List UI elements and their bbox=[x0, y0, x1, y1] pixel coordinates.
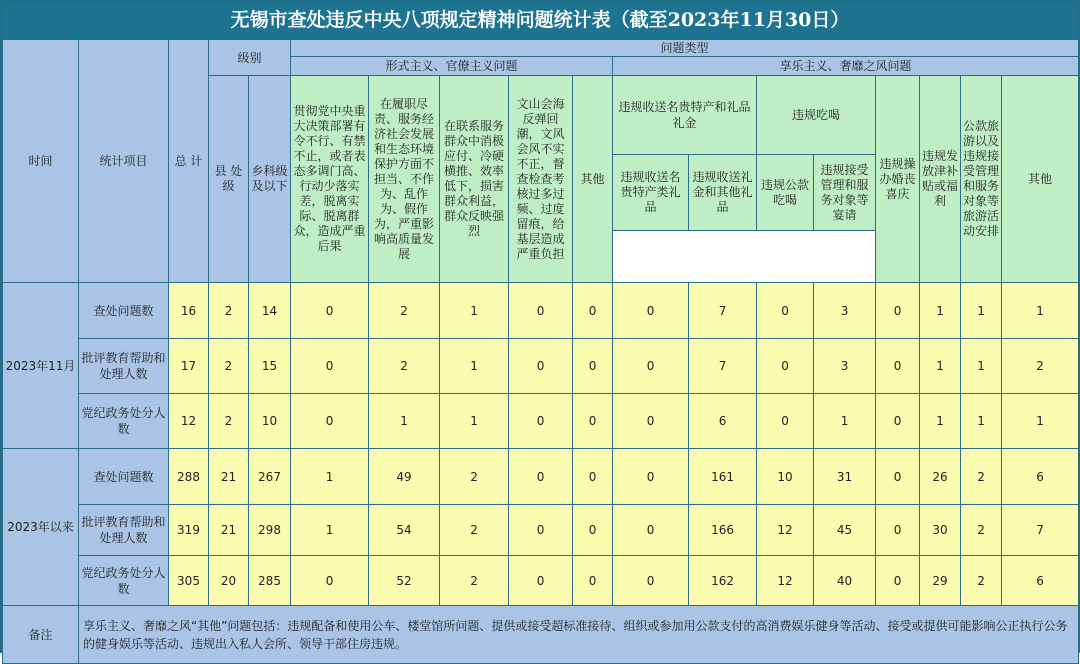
row-label: 查处问题数 bbox=[79, 283, 169, 339]
value-cell: 2 bbox=[1002, 339, 1079, 394]
value-cell: 0 bbox=[573, 394, 613, 449]
table-row bbox=[3, 339, 1079, 394]
header-eating-banquet: 违规接受管理和服务对象等宴请 bbox=[814, 155, 876, 231]
value-cell: 0 bbox=[613, 556, 689, 606]
value-cell: 2 bbox=[961, 449, 1002, 505]
value-cell: 45 bbox=[814, 505, 876, 556]
value-cell: 2 bbox=[369, 283, 440, 339]
value-cell: 12 bbox=[757, 556, 814, 606]
value-cell: 6 bbox=[1002, 556, 1079, 606]
value-cell: 267 bbox=[249, 449, 291, 505]
value-cell: 2 bbox=[209, 339, 249, 394]
value-cell: 0 bbox=[509, 505, 573, 556]
value-cell: 1 bbox=[920, 394, 961, 449]
value-cell: 0 bbox=[509, 449, 573, 505]
value-cell: 319 bbox=[169, 505, 209, 556]
value-cell: 49 bbox=[369, 449, 440, 505]
value-cell: 0 bbox=[509, 283, 573, 339]
header-formalism-1: 贯彻党中央重大决策部署有令不行、有禁不止，或者表态多调门高、行动少落实差，脱离实际、脱离群众，造成严重后果 bbox=[291, 76, 369, 283]
table-title: 无锡市查处违反中央八项规定精神问题统计表（截至2023年11月30日） bbox=[2, 2, 1078, 39]
value-cell: 0 bbox=[613, 283, 689, 339]
value-cell: 29 bbox=[920, 556, 961, 606]
row-label: 党纪政务处分人数 bbox=[79, 556, 169, 606]
header-eating-public: 违规公款吃喝 bbox=[757, 155, 814, 231]
header-hedonism-other: 其他 bbox=[1002, 76, 1079, 283]
value-cell: 2 bbox=[369, 339, 440, 394]
value-cell: 0 bbox=[509, 394, 573, 449]
value-cell: 0 bbox=[573, 505, 613, 556]
value-cell: 10 bbox=[757, 449, 814, 505]
value-cell: 0 bbox=[757, 283, 814, 339]
header-gift-cash: 违规收送礼金和其他礼品 bbox=[689, 155, 757, 231]
value-cell: 54 bbox=[369, 505, 440, 556]
header-formalism: 形式主义、官僚主义问题 bbox=[291, 57, 613, 76]
value-cell: 14 bbox=[249, 283, 291, 339]
value-cell: 2 bbox=[961, 556, 1002, 606]
remark-label: 备注 bbox=[3, 606, 79, 664]
header-formalism-other: 其他 bbox=[573, 76, 613, 283]
header-formalism-3: 在联系服务群众中消极应付、冷硬横推、效率低下，损害群众利益，群众反映强烈 bbox=[440, 76, 509, 283]
value-cell: 0 bbox=[291, 394, 369, 449]
value-cell: 6 bbox=[689, 394, 757, 449]
header-total: 总 计 bbox=[169, 40, 209, 283]
value-cell: 0 bbox=[573, 556, 613, 606]
value-cell: 1 bbox=[291, 449, 369, 505]
value-cell: 0 bbox=[613, 449, 689, 505]
value-cell: 21 bbox=[209, 505, 249, 556]
value-cell: 0 bbox=[291, 339, 369, 394]
value-cell: 30 bbox=[920, 505, 961, 556]
value-cell: 1 bbox=[961, 394, 1002, 449]
value-cell: 166 bbox=[689, 505, 757, 556]
value-cell: 162 bbox=[689, 556, 757, 606]
value-cell: 12 bbox=[169, 394, 209, 449]
period-cell: 2023年以来 bbox=[3, 449, 79, 606]
header-formalism-4: 文山会海反弹回潮，文风会风不实不正，督查检查考核过多过频、过度留痕，给基层造成严重负担 bbox=[509, 76, 573, 283]
value-cell: 0 bbox=[291, 283, 369, 339]
value-cell: 0 bbox=[573, 449, 613, 505]
value-cell: 0 bbox=[509, 339, 573, 394]
value-cell: 1 bbox=[291, 505, 369, 556]
header-formalism-2: 在履职尽责、服务经济社会发展和生态环境保护方面不担当、不作为、乱作为、假作为，严重影响高质量发展 bbox=[369, 76, 440, 283]
value-cell: 16 bbox=[169, 283, 209, 339]
value-cell: 1 bbox=[440, 394, 509, 449]
value-cell: 161 bbox=[689, 449, 757, 505]
value-cell: 0 bbox=[876, 505, 920, 556]
value-cell: 1 bbox=[369, 394, 440, 449]
table-row bbox=[3, 394, 1079, 449]
value-cell: 1 bbox=[961, 283, 1002, 339]
value-cell: 0 bbox=[613, 505, 689, 556]
value-cell: 0 bbox=[757, 339, 814, 394]
value-cell: 2 bbox=[961, 505, 1002, 556]
value-cell: 2 bbox=[209, 394, 249, 449]
value-cell: 0 bbox=[876, 394, 920, 449]
value-cell: 1 bbox=[1002, 394, 1079, 449]
value-cell: 2 bbox=[440, 505, 509, 556]
value-cell: 31 bbox=[814, 449, 876, 505]
value-cell: 285 bbox=[249, 556, 291, 606]
value-cell: 0 bbox=[876, 283, 920, 339]
header-item: 统计项目 bbox=[79, 40, 169, 283]
value-cell: 10 bbox=[249, 394, 291, 449]
value-cell: 1 bbox=[440, 339, 509, 394]
period-cell: 2023年11月 bbox=[3, 283, 79, 449]
value-cell: 17 bbox=[169, 339, 209, 394]
table-row bbox=[3, 505, 1079, 556]
value-cell: 0 bbox=[876, 556, 920, 606]
value-cell: 0 bbox=[291, 556, 369, 606]
header-time: 时间 bbox=[3, 40, 79, 283]
header-travel: 公款旅游以及违规接受管理和服务对象等旅游活动安排 bbox=[961, 76, 1002, 283]
value-cell: 0 bbox=[757, 394, 814, 449]
value-cell: 1 bbox=[440, 283, 509, 339]
header-hedonism: 享乐主义、奢靡之风问题 bbox=[613, 57, 1079, 76]
value-cell: 298 bbox=[249, 505, 291, 556]
value-cell: 0 bbox=[573, 339, 613, 394]
statistics-table bbox=[2, 39, 1079, 664]
value-cell: 1 bbox=[814, 394, 876, 449]
row-label: 批评教育帮助和处理人数 bbox=[79, 339, 169, 394]
value-cell: 0 bbox=[613, 339, 689, 394]
value-cell: 12 bbox=[757, 505, 814, 556]
value-cell: 7 bbox=[689, 339, 757, 394]
row-label: 查处问题数 bbox=[79, 449, 169, 505]
value-cell: 0 bbox=[876, 339, 920, 394]
value-cell: 6 bbox=[1002, 449, 1079, 505]
value-cell: 7 bbox=[689, 283, 757, 339]
value-cell: 3 bbox=[814, 283, 876, 339]
value-cell: 0 bbox=[573, 283, 613, 339]
header-problem-type: 问题类型 bbox=[291, 40, 1079, 57]
value-cell: 305 bbox=[169, 556, 209, 606]
header-allowance: 违规发放津补贴或福利 bbox=[920, 76, 961, 283]
value-cell: 0 bbox=[613, 394, 689, 449]
row-label: 党纪政务处分人数 bbox=[79, 394, 169, 449]
value-cell: 0 bbox=[509, 556, 573, 606]
header-gift: 违规收送名贵特产和礼品礼金 bbox=[613, 76, 757, 155]
table-row bbox=[3, 283, 1079, 339]
header-wedding-funeral: 违规操办婚丧喜庆 bbox=[876, 76, 920, 283]
value-cell: 1 bbox=[920, 339, 961, 394]
value-cell: 1 bbox=[920, 283, 961, 339]
value-cell: 2 bbox=[209, 283, 249, 339]
row-label: 批评教育帮助和处理人数 bbox=[79, 505, 169, 556]
value-cell: 20 bbox=[209, 556, 249, 606]
value-cell: 40 bbox=[814, 556, 876, 606]
value-cell: 52 bbox=[369, 556, 440, 606]
header-gift-specialty: 违规收送名贵特产类礼品 bbox=[613, 155, 689, 231]
value-cell: 21 bbox=[209, 449, 249, 505]
value-cell: 26 bbox=[920, 449, 961, 505]
value-cell: 1 bbox=[1002, 283, 1079, 339]
remark-text: 享乐主义、奢靡之风“其他”问题包括：违规配备和使用公车、楼堂馆所问题、提供或接受超标准接待、组织或参加用公款支付的高消费娱乐健身等活动、接受或提供可能影响公正执行公务的健身娱乐等活动、违规出入私人会所、领导干部住房违规。 bbox=[79, 606, 1079, 664]
value-cell: 288 bbox=[169, 449, 209, 505]
value-cell: 7 bbox=[1002, 505, 1079, 556]
header-level: 级别 bbox=[209, 40, 291, 76]
value-cell: 15 bbox=[249, 339, 291, 394]
value-cell: 1 bbox=[961, 339, 1002, 394]
value-cell: 3 bbox=[814, 339, 876, 394]
value-cell: 2 bbox=[440, 449, 509, 505]
table-row bbox=[3, 449, 1079, 505]
header-eating: 违规吃喝 bbox=[757, 76, 876, 155]
remark-row bbox=[3, 606, 1079, 664]
value-cell: 2 bbox=[440, 556, 509, 606]
value-cell: 0 bbox=[876, 449, 920, 505]
header-township-level: 乡科级及以下 bbox=[249, 76, 291, 283]
header-county-level: 县 处级 bbox=[209, 76, 249, 283]
table-row bbox=[3, 556, 1079, 606]
